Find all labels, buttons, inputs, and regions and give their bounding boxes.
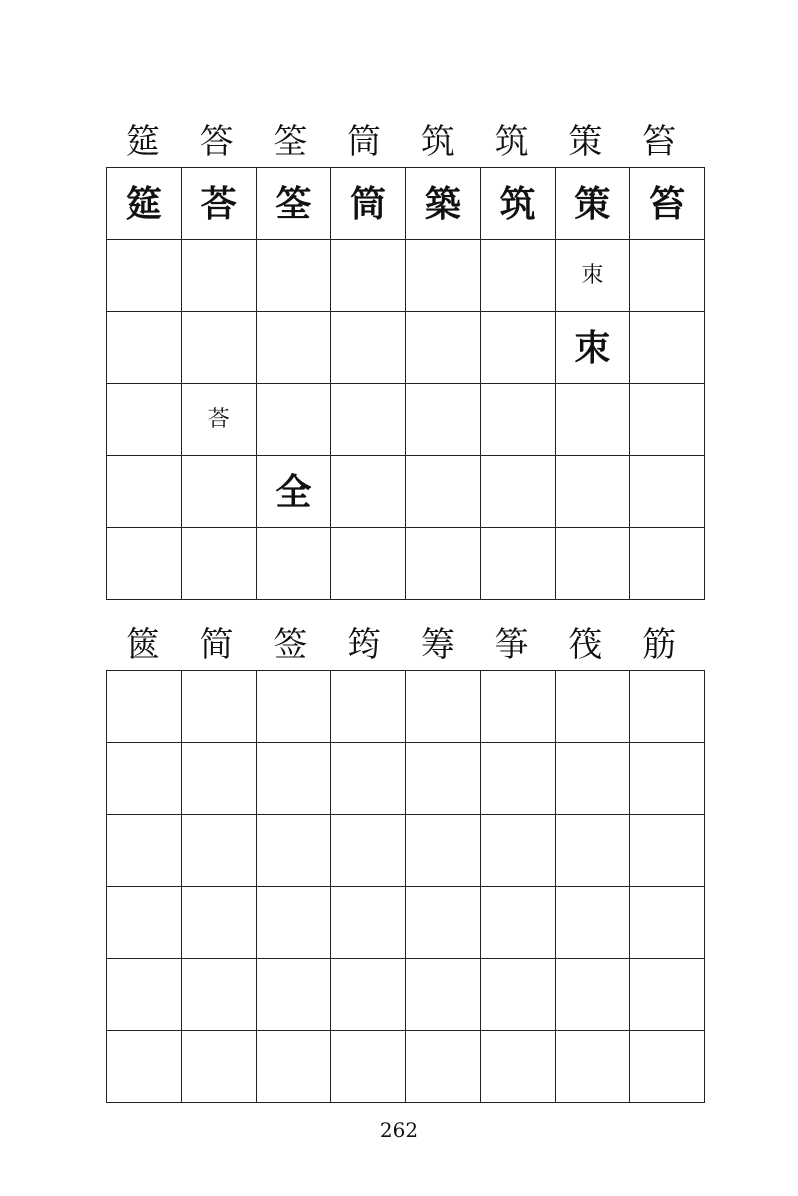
glyph-cell — [181, 887, 256, 959]
glyph-cell: 朿 — [555, 240, 630, 312]
glyph-cell — [181, 456, 256, 528]
bottom-header-char: 筋 — [642, 625, 677, 665]
glyph-cell — [331, 815, 406, 887]
glyph-cell — [107, 312, 182, 384]
glyph-cell — [256, 240, 331, 312]
glyph-cell — [256, 743, 331, 815]
bottom-header-char: 篋 — [125, 625, 160, 665]
glyph-cell — [256, 384, 331, 456]
bottom-header-char: 筠 — [347, 625, 382, 665]
glyph-cell — [331, 671, 406, 743]
glyph-cell — [630, 312, 705, 384]
glyph-cell — [406, 456, 481, 528]
glyph-cell — [107, 671, 182, 743]
glyph-cell — [630, 456, 705, 528]
glyph-cell — [331, 743, 406, 815]
glyph-cell — [630, 240, 705, 312]
glyph-cell — [630, 743, 705, 815]
glyph-cell — [480, 1031, 555, 1103]
page-number: 262 — [379, 1118, 419, 1142]
glyph-cell — [555, 671, 630, 743]
glyph-cell — [107, 959, 182, 1031]
glyph-cell — [181, 959, 256, 1031]
glyph-cell — [181, 743, 256, 815]
top-header-char: 筒 — [347, 122, 382, 162]
table-row — [107, 743, 705, 815]
glyph-cell — [630, 671, 705, 743]
glyph-cell: 策 — [555, 168, 630, 240]
table-row — [107, 312, 705, 384]
top-header-char: 策 — [568, 122, 603, 162]
glyph-cell — [107, 528, 182, 600]
glyph-cell — [555, 384, 630, 456]
glyph-cell — [256, 887, 331, 959]
glyph-cell — [107, 743, 182, 815]
glyph-cell — [480, 887, 555, 959]
glyph-cell — [555, 815, 630, 887]
table-row — [107, 671, 705, 743]
glyph-cell — [331, 312, 406, 384]
glyph-cell — [555, 456, 630, 528]
top-header-row — [106, 117, 696, 167]
glyph-cell — [256, 671, 331, 743]
glyph-cell: 筒 — [331, 168, 406, 240]
glyph-cell — [107, 456, 182, 528]
glyph-cell — [107, 240, 182, 312]
glyph-cell — [331, 887, 406, 959]
table-row — [107, 887, 705, 959]
glyph-cell — [107, 887, 182, 959]
glyph-cell — [630, 815, 705, 887]
glyph-cell — [555, 959, 630, 1031]
glyph-cell — [555, 743, 630, 815]
glyph-cell — [480, 384, 555, 456]
glyph-cell — [480, 312, 555, 384]
top-header-char: 筑 — [420, 122, 455, 162]
glyph-cell — [256, 528, 331, 600]
glyph-cell — [107, 384, 182, 456]
glyph-cell: 朿 — [555, 312, 630, 384]
top-header-char: 筵 — [125, 122, 160, 162]
glyph-cell — [480, 815, 555, 887]
bottom-header-row — [106, 620, 696, 670]
glyph-cell — [181, 1031, 256, 1103]
glyph-cell — [406, 959, 481, 1031]
glyph-cell — [480, 456, 555, 528]
glyph-cell — [406, 887, 481, 959]
table-row — [107, 168, 705, 240]
glyph-cell — [181, 240, 256, 312]
table-row — [107, 528, 705, 600]
glyph-cell — [555, 1031, 630, 1103]
glyph-cell: 笞 — [630, 168, 705, 240]
glyph-cell — [630, 528, 705, 600]
glyph-cell — [331, 456, 406, 528]
glyph-cell — [630, 887, 705, 959]
glyph-cell — [181, 671, 256, 743]
table-row — [107, 240, 705, 312]
glyph-cell — [256, 815, 331, 887]
glyph-cell — [480, 528, 555, 600]
glyph-cell: 筌 — [256, 168, 331, 240]
glyph-cell — [331, 528, 406, 600]
glyph-cell — [555, 528, 630, 600]
top-header-char: 笞 — [642, 122, 677, 162]
glyph-cell: 全 — [256, 456, 331, 528]
bottom-header-char: 签 — [273, 625, 308, 665]
glyph-cell — [630, 384, 705, 456]
glyph-cell — [107, 815, 182, 887]
table-row — [107, 959, 705, 1031]
glyph-cell — [331, 384, 406, 456]
bottom-header-char: 筏 — [568, 625, 603, 665]
bottom-section — [106, 620, 696, 1103]
glyph-cell: 筑 — [480, 168, 555, 240]
glyph-cell — [256, 312, 331, 384]
glyph-cell — [181, 528, 256, 600]
bottom-header-char: 简 — [199, 625, 234, 665]
glyph-cell: 荅 — [181, 168, 256, 240]
bottom-glyph-table — [106, 670, 705, 1103]
table-row — [107, 1031, 705, 1103]
bottom-header-char: 筝 — [494, 625, 529, 665]
glyph-cell — [107, 1031, 182, 1103]
glyph-cell — [480, 959, 555, 1031]
glyph-cell — [406, 384, 481, 456]
glyph-cell — [331, 1031, 406, 1103]
table-row — [107, 456, 705, 528]
glyph-cell — [480, 743, 555, 815]
glyph-cell: 筵 — [107, 168, 182, 240]
top-header-char: 筌 — [273, 122, 308, 162]
table-row — [107, 384, 705, 456]
glyph-cell — [480, 240, 555, 312]
glyph-cell — [181, 815, 256, 887]
top-header-char: 筑 — [494, 122, 529, 162]
glyph-cell — [406, 240, 481, 312]
bottom-header-char: 筹 — [420, 625, 455, 665]
glyph-cell — [181, 312, 256, 384]
glyph-cell — [331, 240, 406, 312]
top-section — [106, 117, 696, 600]
glyph-cell — [630, 1031, 705, 1103]
glyph-cell — [555, 887, 630, 959]
top-header-char: 答 — [199, 122, 234, 162]
glyph-cell — [256, 959, 331, 1031]
glyph-cell — [256, 1031, 331, 1103]
glyph-cell: 築 — [406, 168, 481, 240]
glyph-cell: 荅 — [181, 384, 256, 456]
glyph-cell — [406, 815, 481, 887]
top-glyph-table — [106, 167, 705, 600]
glyph-cell — [630, 959, 705, 1031]
glyph-cell — [406, 671, 481, 743]
glyph-cell — [406, 1031, 481, 1103]
table-row — [107, 815, 705, 887]
glyph-cell — [406, 743, 481, 815]
glyph-cell — [406, 312, 481, 384]
glyph-cell — [331, 959, 406, 1031]
glyph-cell — [480, 671, 555, 743]
glyph-cell — [406, 528, 481, 600]
